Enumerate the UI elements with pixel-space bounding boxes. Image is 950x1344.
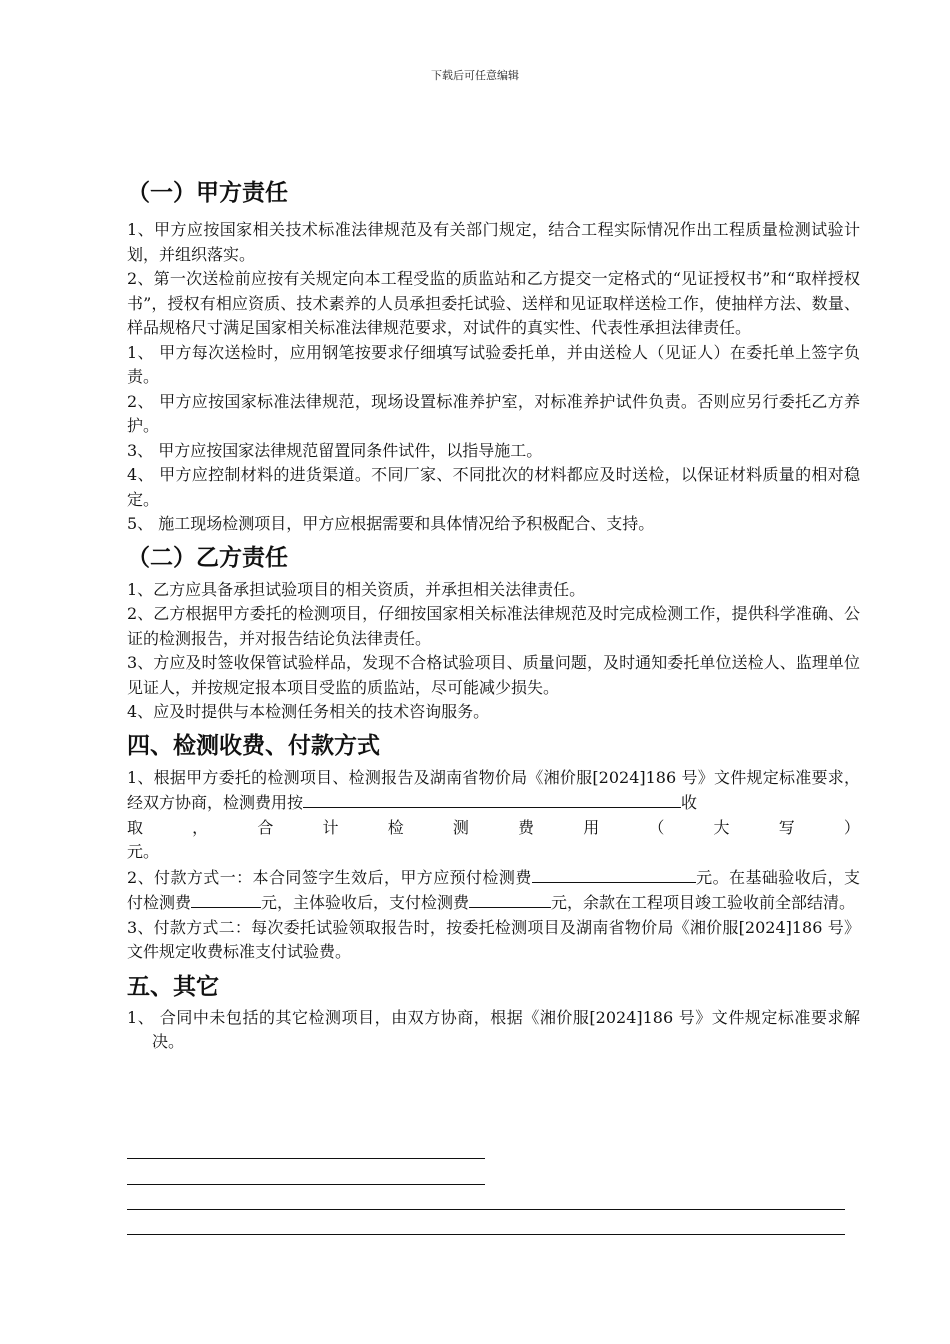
- spread-char: 大: [713, 817, 730, 837]
- section-title-party-a: （一）甲方责任: [127, 180, 288, 206]
- spread-char: ，: [192, 817, 209, 837]
- party-a-clause-6: 4、 甲方应控制材料的进货渠道。不同厂家、不同批次的材料都应及时送检，以保证材料质量的相对稳定。: [127, 465, 860, 509]
- spread-char: 计: [322, 817, 339, 837]
- spread-char: 费: [518, 817, 535, 837]
- other-clause-1: 1、 合同中未包括的其它检测项目，由双方协商，根据《湘价服[2024]186 号》文件规定标准要求解决。: [127, 1007, 860, 1051]
- spread-char: 用: [583, 817, 600, 837]
- spread-char: 合: [257, 817, 274, 837]
- party-a-clause-4: 2、 甲方应按国家标准法律规范，现场设置标准养护室，对标准养护试件负责。否则应另行委托乙方养护。: [127, 391, 860, 435]
- party-b-clause-1: 1、乙方应具备承担试验项目的相关资质，并承担相关法律责任。: [127, 579, 586, 599]
- fees-clause-2-text-a: 2、付款方式一：本合同签字生效后，甲方应预付检测费: [127, 867, 532, 887]
- spread-char: （: [648, 817, 665, 837]
- prepay-amount-blank[interactable]: [532, 865, 696, 883]
- fees-clause-1-end: 元。: [127, 842, 160, 861]
- section-title-party-b: （二）乙方责任: [127, 544, 288, 571]
- foundation-payment-blank[interactable]: [191, 890, 261, 908]
- fees-clause-1-suffix: 收: [681, 793, 698, 812]
- fees-clause-1: [127, 766, 860, 816]
- structure-payment-blank[interactable]: [469, 890, 551, 908]
- spread-char: 写: [778, 817, 795, 837]
- party-a-clause-7: 5、 施工现场检测项目，甲方应根据需要和具体情况给予积极配合、支持。: [127, 514, 655, 533]
- spread-char: ）: [843, 817, 860, 837]
- signature-line-4[interactable]: [127, 1234, 845, 1235]
- fees-clause-1-text: 1、根据甲方委托的检测项目、检测报告及湖南省物价局《湘价服[2024]186 号》文件规定标准要求，经双方协商，检测费用按: [127, 767, 860, 812]
- signature-line-1[interactable]: [127, 1158, 485, 1159]
- document-body: [127, 176, 860, 1055]
- fees-clause-2-text-b: 元。在基础验收后，支付检测费: [127, 867, 860, 912]
- party-b-clause-2: 2、乙方根据甲方委托的检测项目，仔细按国家相关标准法律规范及时完成检测工作，提供科学准确、公证的检测报告，并对报告结论负法律责任。: [127, 604, 860, 648]
- party-a-clause-5: 3、 甲方应按国家法律规范留置同条件试件，以指导施工。: [127, 440, 543, 460]
- party-b-clause-4: 4、应及时提供与本检测任务相关的技术咨询服务。: [127, 702, 490, 721]
- fees-clause-3: 3、付款方式二：每次委托试验领取报告时，按委托检测项目及湖南省物价局《湘价服[2024]186 号》文件规定收费标准支付试验费。: [127, 917, 860, 961]
- section-title-other: 五、其它: [127, 973, 219, 1000]
- party-a-clause-2: 2、第一次送检前应按有关规定向本工程受监的质监站和乙方提交一定格式的“见证授权书”和“取样授权书”，授权有相应资质、技术素养的人员承担委托试验、送样和见证取样送检工作，使抽样方法、数量、样品规格尺寸满足国家相关标准法律规范要求，对试件的真实性、代表性承担法律责任。: [127, 269, 860, 337]
- party-b-clause-3: 3、方应及时签收保管试验样品，发现不合格试验项目、质量问题，及时通知委托单位送检人、监理单位见证人，并按规定报本项目受监的质监站，尽可能减少损失。: [127, 653, 860, 697]
- fees-total-line: [127, 816, 860, 841]
- header-note: 下载后可任意编辑: [431, 69, 519, 82]
- fees-clause-2-text-c: 元，主体验收后，支付检测费: [261, 893, 470, 912]
- party-a-clause-3: 1、 甲方每次送检时，应用钢笔按要求仔细填写试验委托单，并由送检人（见证人）在委托单上签字负责。: [127, 342, 860, 386]
- signature-line-3[interactable]: [127, 1209, 845, 1210]
- fees-clause-2-text-d: 元，余款在工程项目竣工验收前全部结清。: [551, 893, 856, 912]
- spread-char: 测: [452, 817, 469, 837]
- spread-char: 取: [127, 817, 144, 837]
- party-a-clause-1: 1、甲方应按国家相关技术标准法律规范及有关部门规定，结合工程实际情况作出工程质量检测试验计划，并组织落实。: [127, 220, 860, 264]
- spread-char: 检: [387, 817, 404, 837]
- section-title-fees: 四、检测收费、付款方式: [127, 732, 380, 759]
- signature-line-2[interactable]: [127, 1184, 485, 1185]
- fee-basis-blank[interactable]: [303, 790, 681, 808]
- fees-clause-2: [127, 865, 860, 916]
